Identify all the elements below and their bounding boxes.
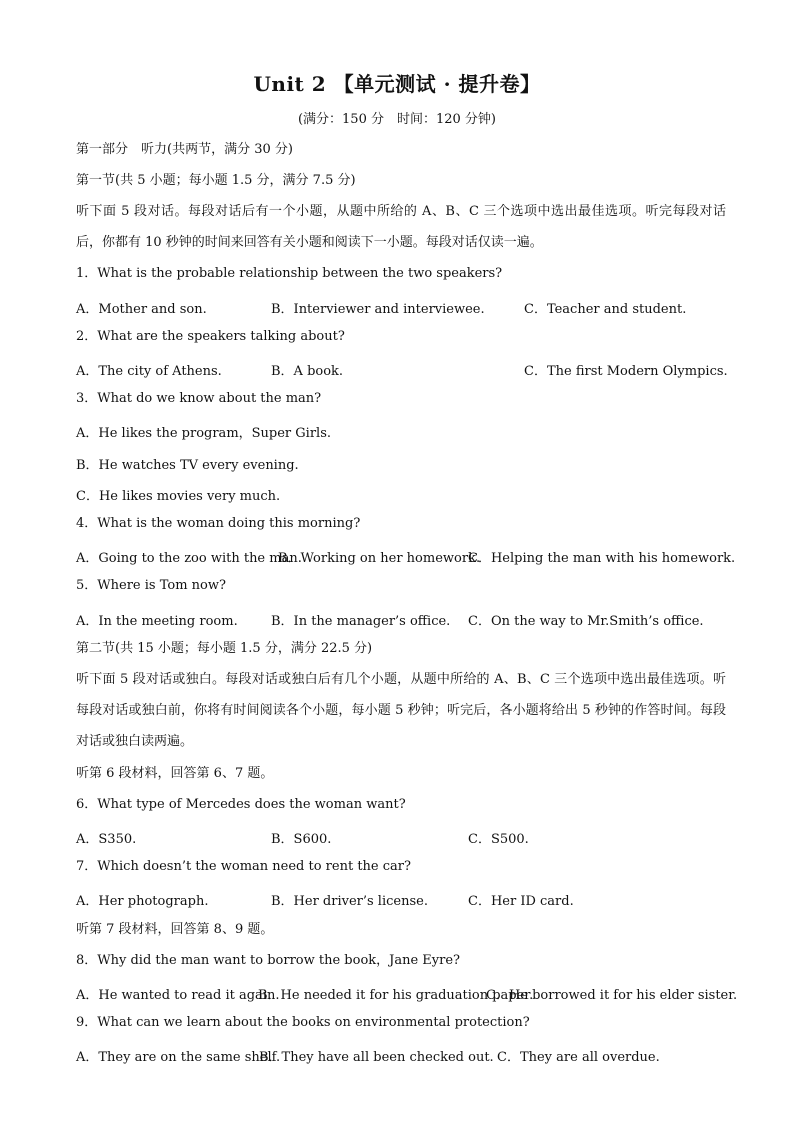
q6-option-b: B．S600.	[271, 832, 332, 847]
q2-option-b: B．A book.	[271, 364, 344, 379]
q7-option-b: B．Her driver’s license.	[271, 894, 428, 909]
q1-option-c: C．Teacher and student.	[524, 302, 687, 317]
question-8: 8．Why did the man want to borrow the book，Jane Eyre?	[76, 953, 461, 968]
q7-option-c: C．Her ID card.	[468, 894, 574, 909]
q5-option-a: A．In the meeting room.	[76, 614, 238, 629]
question-9: 9．What can we learn about the books on environmental protection?	[76, 1015, 530, 1030]
q9-option-c: C．They are all overdue.	[497, 1050, 660, 1065]
q3-option-c: C．He likes movies very much.	[76, 489, 281, 504]
q8-option-b: B．He needed it for his graduation paper.	[258, 988, 534, 1003]
q6-option-c: C．S500.	[468, 832, 529, 847]
question-5: 5．Where is Tom now?	[76, 578, 226, 593]
question-6: 6．What type of Mercedes does the woman want?	[76, 797, 406, 812]
part1-heading: 第一部分 听力(共两节，满分 30 分)	[76, 142, 293, 157]
q1-option-a: A．Mother and son.	[76, 302, 207, 317]
q2-option-c: C．The first Modern Olympics.	[524, 364, 728, 379]
question-1: 1．What is the probable relationship between the two speakers?	[76, 266, 503, 281]
q4-option-c: C．Helping the man with his homework.	[468, 551, 736, 566]
section1-heading: 第一节(共 5 小题；每小题 1.5 分，满分 7.5 分)	[76, 173, 356, 188]
material-6-instruction: 听第 6 段材料，回答第 6、7 题。	[76, 766, 274, 781]
material-7-instruction: 听第 7 段材料，回答第 8、9 题。	[76, 922, 274, 937]
q3-option-a: A．He likes the program，Super Girls.	[76, 426, 331, 441]
q9-option-a: A．They are on the same shelf.	[76, 1050, 281, 1065]
question-2: 2．What are the speakers talking about?	[76, 329, 345, 344]
q2-option-a: A．The city of Athens.	[76, 364, 222, 379]
q5-option-c: C．On the way to Mr.Smith’s office.	[468, 614, 704, 629]
page-title: Unit 2 【单元测试 · 提升卷】	[253, 72, 541, 96]
section1-instructions: 听下面 5 段对话。每段对话后有一个小题，从题中所给的 A、B、C 三个选项中选出最佳选项。听完每段对话后，你都有 10 秒钟的时间来回答有关小题和阅读下一小题。每段对话仅读一遍。	[76, 204, 726, 250]
q1-option-b: B．Interviewer and interviewee.	[271, 302, 485, 317]
q5-option-b: B．In the manager’s office.	[271, 614, 451, 629]
section2-heading: 第二节(共 15 小题；每小题 1.5 分，满分 22.5 分)	[76, 641, 373, 656]
q6-option-a: A．S350.	[76, 832, 137, 847]
question-7: 7．Which doesn’t the woman need to rent the car?	[76, 859, 411, 874]
q3-option-b: B．He watches TV every evening.	[76, 458, 299, 473]
q4-option-b: B．Working on her homework.	[278, 551, 481, 566]
q8-option-a: A．He wanted to read it again.	[76, 988, 280, 1003]
q9-option-b: B．They have all been checked out.	[259, 1050, 494, 1065]
score-time-info: (满分：150 分 时间：120 分钟)	[297, 112, 497, 127]
q8-option-c: C．He borrowed it for his elder sister.	[486, 988, 738, 1003]
q7-option-a: A．Her photograph.	[76, 894, 209, 909]
section2-instructions: 听下面 5 段对话或独白。每段对话或独白后有几个小题，从题中所给的 A、B、C 三个选项中选出最佳选项。听每段对话或独白前，你将有时间阅读各个小题，每小题 5 秒钟；听完后，各小题将给出 5 秒钟的作答时间。每段对话或独白读两遍。	[76, 672, 726, 749]
q4-option-a: A．Going to the zoo with the man.	[76, 551, 302, 566]
question-4: 4．What is the woman doing this morning?	[76, 516, 361, 531]
question-3: 3．What do we know about the man?	[76, 391, 322, 406]
